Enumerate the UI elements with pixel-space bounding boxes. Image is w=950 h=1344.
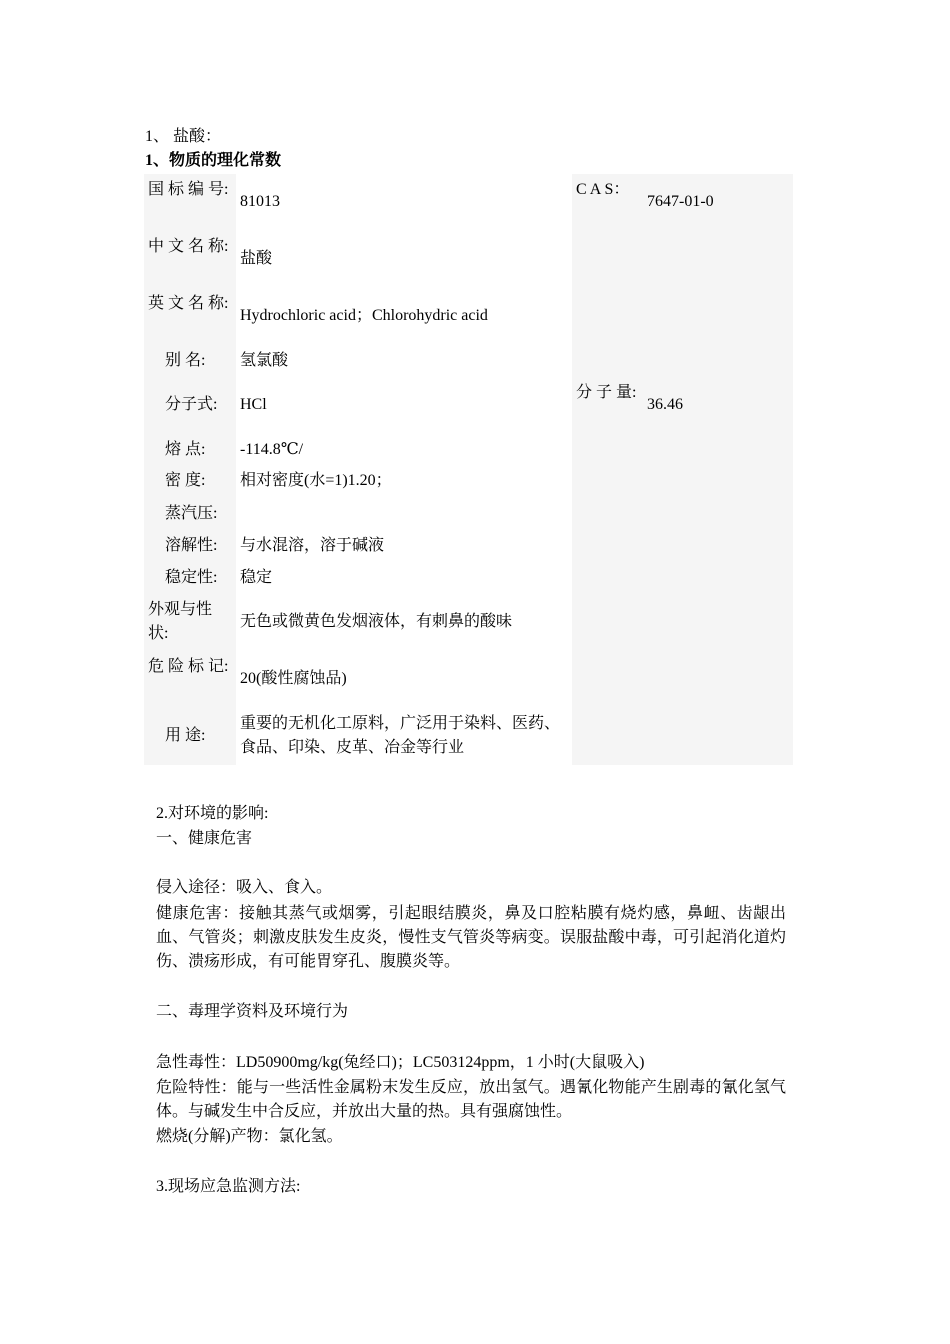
row-label: 危 险 标 记: [148,658,229,675]
section-title: 1、物质的理化常数 [145,152,282,169]
row-label: 英 文 名 称: [148,295,229,312]
combustion-products: 燃烧(分解)产物：氯化氢。 [156,1128,343,1145]
row-value: 无色或微黄色发烟液体，有刺鼻的酸味 [240,613,513,630]
row-label: 溶解性: [165,537,218,554]
section-2-title: 2.对环境的影响: [156,805,269,822]
row-label: 中 文 名 称: [148,238,229,255]
row-label: 外观与性 状: [148,601,213,642]
health-hazard-paragraph: 健康危害：接触其蒸气或烟雾，引起眼结膜炎，鼻及口腔粘膜有烧灼感，鼻衄、齿龈出血、气管炎；刺激皮肤发生皮炎，慢性支气管炎等病变。误服盐酸中毒，可引起消化道灼伤、溃疡形成，有可能胃穿孔、腹膜炎等。 [156,905,786,970]
section-3-title: 3.现场应急监测方法: [156,1178,301,1195]
row-label: 别 名: [165,352,206,369]
row-value: 81013 [240,193,280,210]
row-value: 重要的无机化工原料，广泛用于染料、医药、食品、印染、皮革、冶金等行业 [240,715,561,756]
row-value: 相对密度(水=1)1.20； [240,472,392,489]
row-label: 国 标 编 号: [148,181,229,198]
row-value: HCl [240,396,267,413]
row-value: 氢氯酸 [240,352,289,369]
item-name: 盐酸： [173,128,222,145]
row-value: 20(酸性腐蚀品) [240,670,347,687]
item-number: 1、 [145,128,170,145]
side-value-column-bg [642,174,793,765]
row-label: 分子式: [165,396,218,413]
row-value: 稳定 [240,569,273,586]
row-label: 稳定性: [165,569,218,586]
section-2-subtitle-toxicology: 二、毒理学资料及环境行为 [156,1003,349,1020]
row-value: 与水混溶，溶于碱液 [240,537,385,554]
cas-label: C A S： [576,181,630,198]
row-label: 用 途: [165,727,206,744]
row-label: 蒸汽压: [165,505,218,522]
acute-toxicity: 急性毒性：LD50900mg/kg(兔经口)；LC503124ppm，1 小时(大鼠吸入) [156,1054,645,1071]
exposure-route: 侵入途径：吸入、食入。 [156,879,333,896]
mw-value: 36.46 [647,396,683,413]
row-value: Hydrochloric acid；Chlorohydric acid [240,307,488,324]
row-value: 盐酸 [240,250,273,267]
hazard-characteristics-paragraph: 危险特性：能与一些活性金属粉末发生反应，放出氢气。遇氰化物能产生剧毒的氰化氢气体。与碱发生中合反应，并放出大量的热。具有强腐蚀性。 [156,1079,786,1120]
mw-label: 分 子 量: [576,384,637,401]
section-2-subtitle-health: 一、健康危害 [156,830,253,847]
row-label: 熔 点: [165,441,206,458]
row-label: 密 度: [165,472,206,489]
row-value: -114.8℃/ [240,441,304,458]
side-label-column-bg [572,174,642,765]
cas-value: 7647-01-0 [647,193,714,210]
